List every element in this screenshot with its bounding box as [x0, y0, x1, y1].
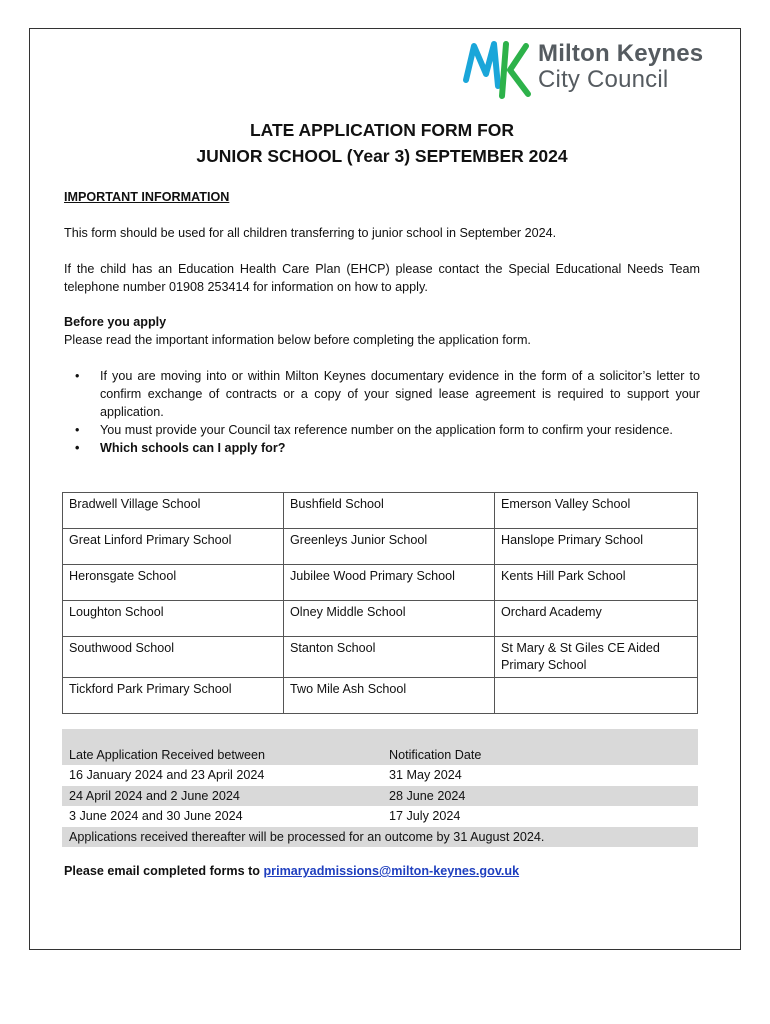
email-prefix: Please email completed forms to	[64, 864, 264, 878]
title-line-1: LATE APPLICATION FORM FOR	[249, 120, 515, 140]
table-row	[63, 637, 698, 678]
school-cell: Emerson Valley School	[495, 493, 698, 529]
school-cell: Tickford Park Primary School	[63, 678, 284, 714]
dates-row: 24 April 2024 and 2 June 2024 28 June 2024	[62, 786, 698, 807]
school-cell: Two Mile Ash School	[284, 678, 495, 714]
school-cell	[495, 678, 698, 714]
school-cell: Greenleys Junior School	[284, 529, 495, 565]
school-cell: Bradwell Village School	[63, 493, 284, 529]
school-cell: Great Linford Primary School	[63, 529, 284, 565]
school-cell: St Mary & St Giles CE Aided Primary School	[495, 637, 698, 678]
school-cell: Kents Hill Park School	[495, 565, 698, 601]
intro-text: This form should be used for all children transferring to junior school in September 2024.	[64, 226, 557, 240]
bullet-icon: •	[75, 369, 80, 383]
table-row	[63, 529, 698, 565]
council-logo	[462, 40, 732, 104]
school-cell: Hanslope Primary School	[495, 529, 698, 565]
school-cell: Jubilee Wood Primary School	[284, 565, 495, 601]
school-cell: Olney Middle School	[284, 601, 495, 637]
email-instruction	[64, 864, 519, 878]
school-cell: Bushfield School	[284, 493, 495, 529]
title-line-2: JUNIOR SCHOOL (Year 3) SEPTEMBER 2024	[196, 146, 568, 166]
schools-table	[62, 492, 698, 714]
table-row	[63, 601, 698, 637]
logo-line-1: Milton Keynes	[538, 40, 704, 67]
notification-header: Notification Date	[389, 748, 482, 762]
received-header: Late Application Received between	[69, 748, 266, 762]
school-cell: Loughton School	[63, 601, 284, 637]
dates-row: 16 January 2024 and 23 April 2024 31 May 2024	[62, 765, 698, 786]
table-row	[63, 678, 698, 714]
dates-header-row	[62, 729, 698, 765]
school-cell: Orchard Academy	[495, 601, 698, 637]
dates-footer-row	[62, 827, 698, 848]
bullet-icon: •	[75, 423, 80, 437]
school-cell: Stanton School	[284, 637, 495, 678]
page-title	[64, 117, 700, 169]
info-bullets	[64, 367, 700, 457]
before-text: Please read the important information below before completing the application form.	[64, 333, 531, 347]
bullet-item: • You must provide your Council tax reference number on the application form to confirm your residence.	[75, 423, 673, 437]
bullet-item: • Which schools can I apply for?	[75, 441, 286, 455]
ehcp-text: If the child has an Education Health Care Plan (EHCP) please contact the Special Educational Needs Team telephone number 01908 253414 for information on how to apply.	[64, 262, 700, 294]
important-heading: IMPORTANT INFORMATION	[64, 190, 230, 204]
table-row	[63, 565, 698, 601]
logo-line-2: City Council	[538, 66, 669, 93]
mk-logo-icon	[462, 40, 534, 104]
dates-footer: Applications received thereafter will be processed for an outcome by 31 August 2024.	[69, 829, 545, 844]
dates-table	[62, 729, 698, 847]
before-heading: Before you apply	[64, 315, 167, 329]
email-link[interactable]: primaryadmissions@milton-keynes.gov.uk	[263, 864, 520, 878]
table-row	[63, 493, 698, 529]
bullet-item: • If you are moving into or within Milton Keynes documentary evidence in the form of a solicitor’s letter to confirm exchange of contracts or a copy of your signed lease agreement is required to support your application.	[75, 369, 700, 419]
dates-row: 3 June 2024 and 30 June 2024 17 July 2024	[62, 806, 698, 827]
school-cell: Southwood School	[63, 637, 284, 678]
school-cell: Heronsgate School	[63, 565, 284, 601]
bullet-icon: •	[75, 441, 80, 455]
